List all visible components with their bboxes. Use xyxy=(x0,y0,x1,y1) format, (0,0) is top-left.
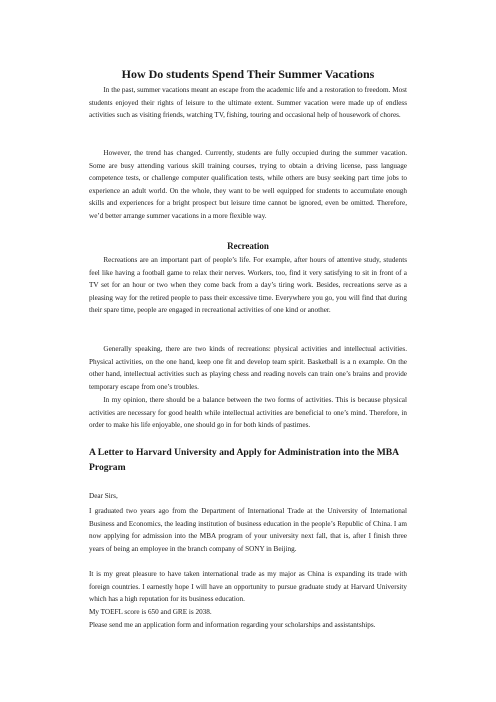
letter-paragraph-1: I graduated two years ago from the Department of International Trade at the University of International Business and Economics, the leading institution of business education in the people’s Republic of China. I am now applying for admission into the MBA program of your university next fall, that is, after I finish three years of being an employee in the branch company of SONY in Beijing. xyxy=(89,507,407,553)
essay2-paragraph-2: Generally speaking, there are two kinds of recreations: physical activities and intellectual activities. Physical activities, on the one hand, keep one fit and develop team spirit. Basketball is a n example. On the other hand, intellectual activities such as playing chess and reading novels can train one’s brains and provide temporary escape from one’s troubles. xyxy=(89,345,407,391)
letter-paragraph-2: It is my great pleasure to have taken international trade as my major as China is expanding its trade with foreign countries. I earnestly hope I will have an opportunity to pursue graduate study at Harvard University which has a high reputation for its business education. xyxy=(89,570,407,604)
essay1-paragraph-2: However, the trend has changed. Currently, students are fully occupied during the summer vacation. Some are busy attending various skill training courses, trying to obtain a driving license, pass language competence tests, or challenge computer qualification tests, while others are busy seeking part time jobs to experience an adult world. On the whole, they want to be well equipped for students to accumulate enough skills and experiences for a bright prospect but leisure time cannot be ignored, even be omitted. Therefore, we’d better arrange summer vacations in a more flexible way. xyxy=(89,149,407,220)
letter-paragraph-4: Please send me an application form and information regarding your scholarships and assistantships. xyxy=(89,621,376,629)
letter-title: A Letter to Harvard University and Apply for Administration into the MBA Program xyxy=(89,447,399,473)
essay-title-summer-vacations: How Do students Spend Their Summer Vacations xyxy=(121,67,375,81)
letter-salutation: Dear Sirs, xyxy=(89,492,118,500)
essay2-paragraph-3: In my opinion, there should be a balance between the two forms of activities. This is because physical activities are necessary for good health while intellectual activities are beneficial to one’s mind. Therefore, in order to make his life enjoyable, one should go in for both kinds of pastimes. xyxy=(89,396,407,430)
essay-title-recreation: Recreation xyxy=(227,241,269,251)
essay2-paragraph-1: Recreations are an important part of people’s life. For example, after hours of attentive study, students feel like having a football game to relax their nerves. Workers, too, find it very satisfying to sit in front of a TV set for an hour or two when they come back from a day’s tiring work. Besides, recreations serve as a pleasing way for the retired people to pass their excessive time. Everywhere you go, you will find that during their spare time, people are engaged in recreational activities of one kind or another. xyxy=(89,256,407,315)
essay1-paragraph-1: In the past, summer vacations meant an escape from the academic life and a restoration to freedom. Most students enjoyed their rights of leisure to the ultimate extent. Summer vacation were made up of endless activities such as visiting friends, watching TV, fishing, touring and occasional help of housework of chores. xyxy=(89,86,407,120)
letter-paragraph-3: My TOEFL score is 650 and GRE is 2038. xyxy=(89,608,212,616)
